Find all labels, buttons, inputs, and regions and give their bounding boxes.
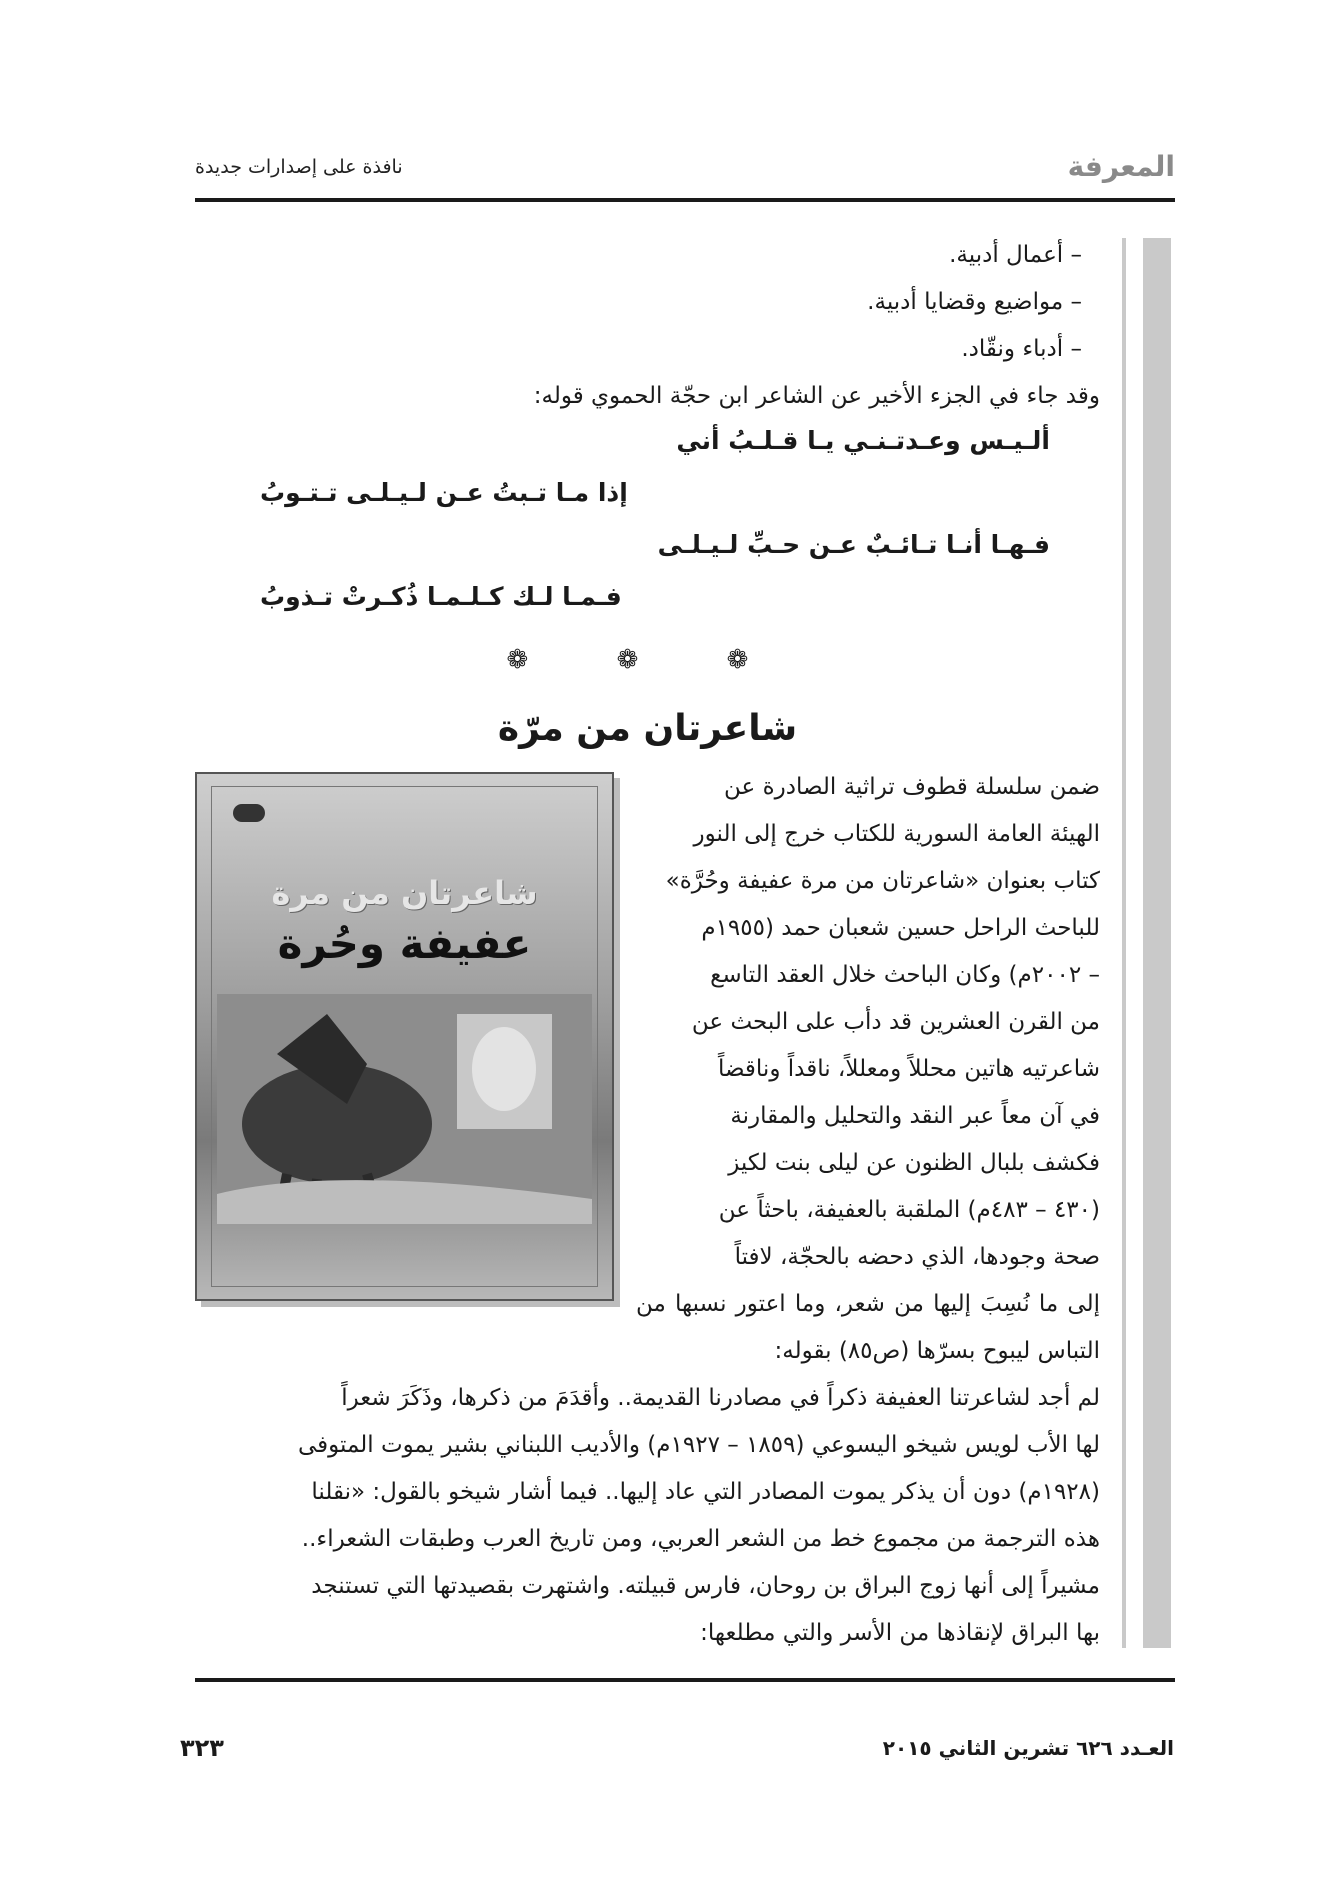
list-item: – مواضيع وقضايا أدبية. — [867, 289, 1082, 315]
page-number: ٣٢٣ — [180, 1734, 224, 1762]
cover-illustration — [217, 994, 592, 1224]
cover-subtitle: عفيفة وحُرة — [277, 919, 532, 968]
page-header — [195, 150, 1175, 190]
paragraph-line: إلى ما نُسِبَ إليها من شعر، وما اعتور نسبها من التباس ليبوح بسرّها (ص٨٥) بقوله: — [636, 1291, 1100, 1364]
paragraph-line: من القرن العشرين قد دأب على البحث عن — [691, 1009, 1100, 1035]
cover-author-caption — [197, 1249, 612, 1277]
list-item: – أعمال أدبية. — [949, 242, 1082, 268]
article-title: شاعرتان من مرّة — [497, 708, 798, 749]
verse-line — [195, 472, 1100, 524]
book-cover-image — [195, 772, 614, 1301]
verse-hemistich: إذا مـا تـبتُ عـن لـيـلـى تـتـوبُ — [260, 478, 628, 507]
paragraph-line: مشيراً إلى أنها زوج البراق بن روحان، فارس قبيلته. واشتهرت بقصيدتها التي تستنجد — [311, 1573, 1100, 1599]
verse-line — [195, 420, 1100, 472]
cover-title: شاعرتان من مرة — [271, 874, 538, 912]
paragraph-line: للباحث الراحل حسين شعبان حمد (١٩٥٥م — [701, 915, 1100, 941]
paragraph-line: فكشف بلبال الظنون عن ليلى بنت لكيز — [728, 1150, 1100, 1176]
header-rule — [195, 198, 1175, 202]
paragraph-line: صحة وجودها، الذي دحضه بالحجّة، لافتاً — [734, 1244, 1100, 1270]
intro-paragraph: وقد جاء في الجزء الأخير عن الشاعر ابن حجّة الحموي قوله: — [533, 383, 1100, 409]
paragraph-line: لها الأب لويس شيخو اليسوعي (١٨٥٩ – ١٩٢٧م) والأديب اللبناني بشير يموت المتوفى — [297, 1432, 1100, 1458]
footer-rule — [195, 1678, 1175, 1682]
list-item: – أدباء ونقّاد. — [961, 336, 1082, 362]
issue-info: العـدد ٦٢٦ تشرين الثاني ٢٠١٥ — [882, 1736, 1174, 1760]
paragraph-line: (١٩٢٨م) دون أن يذكر يموت المصادر التي عاد إليها.. فيما أشار شيخو بالقول: «نقلنا — [311, 1479, 1100, 1505]
verse-hemistich: فـمـا لـك كـلـمـا ذُكـرتْ تـذوبُ — [260, 582, 622, 611]
verse-hemistich: ألـيـس وعـدتـنـي يـا قـلـبُ أني — [676, 426, 1050, 455]
magazine-logo: المعرفة — [1067, 150, 1175, 183]
paragraph-line: هذه الترجمة من مجموع خط من الشعر العربي، ومن تاريخ العرب وطبقات الشعراء.. — [301, 1526, 1100, 1552]
side-decor-bar — [1143, 238, 1171, 1648]
paragraph-line: (٤٣٠ – ٤٨٣م) الملقبة بالعفيفة، باحثاً عن — [718, 1197, 1100, 1223]
section-title: نافذة على إصدارات جديدة — [195, 156, 403, 178]
paragraph-line: لم أجد لشاعرتنا العفيفة ذكراً في مصادرنا القديمة.. وأقدَمَ من ذكرها، وذَكَرَ شعراً — [341, 1385, 1100, 1411]
cover-badge — [233, 804, 265, 822]
paragraph-line: بها البراق لإنقاذها من الأسر والتي مطلعها: — [700, 1620, 1100, 1646]
paragraph-line: كتاب بعنوان «شاعرتان من مرة عفيفة وحُرَّة» — [665, 868, 1100, 894]
side-decor-line — [1122, 238, 1126, 1648]
paragraph-line: – ٢٠٠٢م) وكان الباحث خلال العقد التاسع — [710, 962, 1100, 988]
verse-hemistich: فـهـا أنـا تـائـبٌ عـن حـبِّ لـيـلـى — [657, 530, 1050, 559]
article-body — [195, 232, 1100, 1657]
paragraph-line: الهيئة العامة السورية للكتاب خرج إلى النور — [693, 821, 1100, 847]
verse-line — [195, 576, 1100, 628]
paragraph-line: في آن معاً عبر النقد والتحليل والمقارنة — [730, 1103, 1100, 1129]
paragraph-line: شاعرتيه هاتين محللاً ومعللاً، ناقداً وناقضاً — [717, 1056, 1100, 1082]
ornament-divider: ❁ ❁ ❁ — [506, 645, 789, 675]
paragraph-line: ضمن سلسلة قطوف تراثية الصادرة عن — [724, 774, 1100, 800]
verse-line — [195, 524, 1100, 576]
